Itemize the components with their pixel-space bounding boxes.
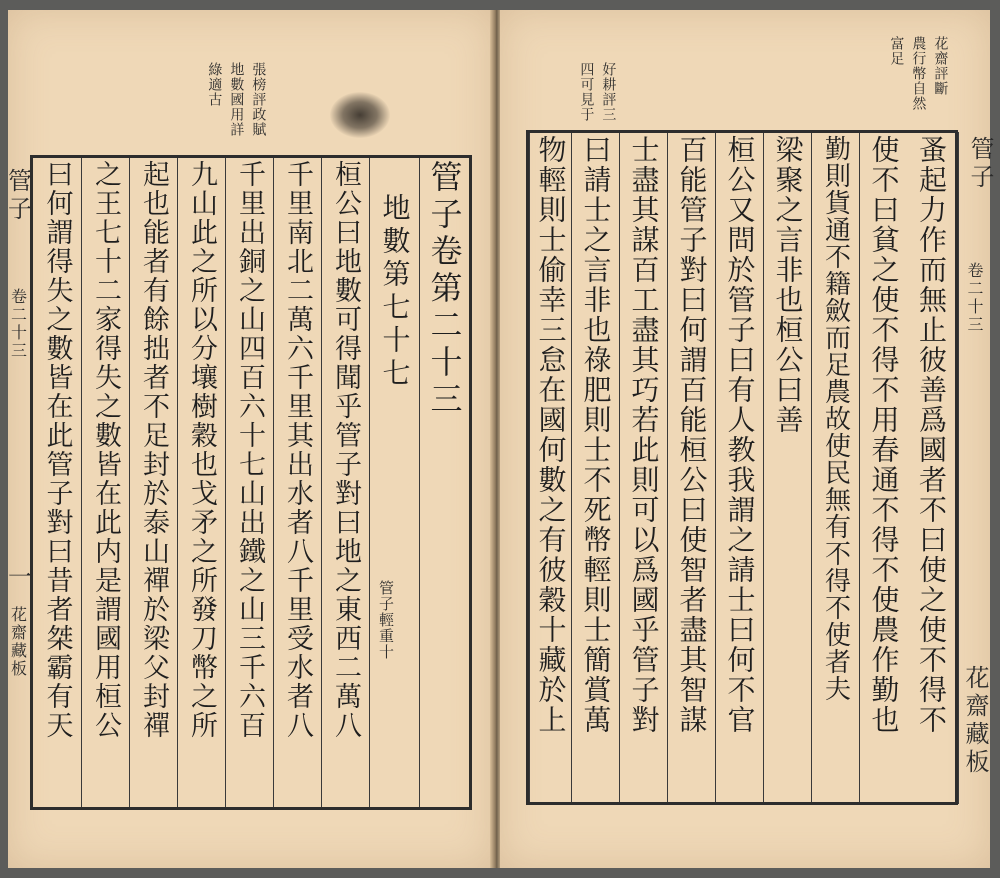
margin-page-number: 一 [3,564,32,592]
column-text: 桓公曰地數可得聞乎管子對曰地之東西二萬八 [330,160,361,740]
column-text: 使不曰貧之使不得不用春通不得不使農作勤也 [867,135,901,735]
ink-blot [330,92,390,138]
column-text: 桓公又問於管子曰有人教我謂之請士曰何不官 [723,135,757,735]
column-text: 千里出銅之山四百六十七山出鐵之山三千六百 [234,160,265,740]
column-text: 勤則貨通不籍斂而足農故使民無有不得不使者夫 [820,135,851,702]
column-text: 百能管子對曰何謂百能桓公曰使智者盡其智謀 [675,135,709,735]
header-note-1: 花齋評斷 [932,36,949,96]
header-note-3: 富足 [888,36,905,66]
column-text: 梁聚之言非也桓公曰善 [771,135,805,435]
text-column [419,158,469,807]
margin-title: 管子 [966,136,994,192]
text-column [571,133,619,802]
header-note-2: 地數國用詳 [228,62,245,137]
text-column [859,133,907,802]
text-column [81,158,129,807]
text-column [225,158,273,807]
column-text: 曰何謂得失之數皆在此管子對曰昔者桀霸有天 [41,160,73,740]
left-text-frame [30,155,472,810]
header-note-4: 好耕評三 [600,62,617,122]
column-text: 起也能者有餘拙者不足封於泰山禪於梁父封禪 [138,160,169,740]
column-text: 千里南北二萬六千里其出水者八千里受水者八 [282,160,313,740]
column-text: 管子卷第二十三 [425,160,464,419]
text-column [273,158,321,807]
column-text: 之王七十二家得失之數皆在此内是謂國用桓公 [90,160,121,740]
margin-title: 管子 [3,168,32,224]
text-column [811,133,859,802]
header-note-2: 農行幣自然 [910,36,927,111]
margin-volume: 卷二十三 [965,262,984,334]
text-column [619,133,667,802]
column-text: 曰請士之言非也祿肥則士不死幣輕則士簡賞萬 [579,135,613,735]
column-text: 九山此之所以分壤樹穀也戈矛之所發刀幣之所 [186,160,217,740]
text-column [129,158,177,807]
text-column [177,158,225,807]
margin-collection: 花齋藏板 [961,665,989,777]
header-note-1: 張榜評政賦 [250,62,267,137]
text-column [715,133,763,802]
text-column [907,133,955,802]
column-text: 士盡其謀百工盡其巧若此則可以爲國乎管子對 [627,135,661,735]
text-column [667,133,715,802]
column-text: 物輕則士偷幸三怠在國何數之有彼穀十藏於上 [534,135,568,735]
margin-volume: 卷二十三 [8,288,28,360]
margin-collection: 花齋藏板 [8,606,28,678]
header-note-5: 四可見于 [578,62,595,122]
column-text: 蚤起力作而無止彼善爲國者不曰使之使不得不 [915,135,948,735]
column-note: 管子輕重十 [377,580,395,660]
right-text-frame [526,130,958,805]
text-column [529,133,571,802]
column-text: 地數第七十七 [378,160,412,391]
left-margin [3,168,32,808]
text-column [369,158,419,807]
text-column [321,158,369,807]
text-column [33,158,81,807]
text-column [763,133,811,802]
header-note-3: 綠適古 [206,62,223,107]
